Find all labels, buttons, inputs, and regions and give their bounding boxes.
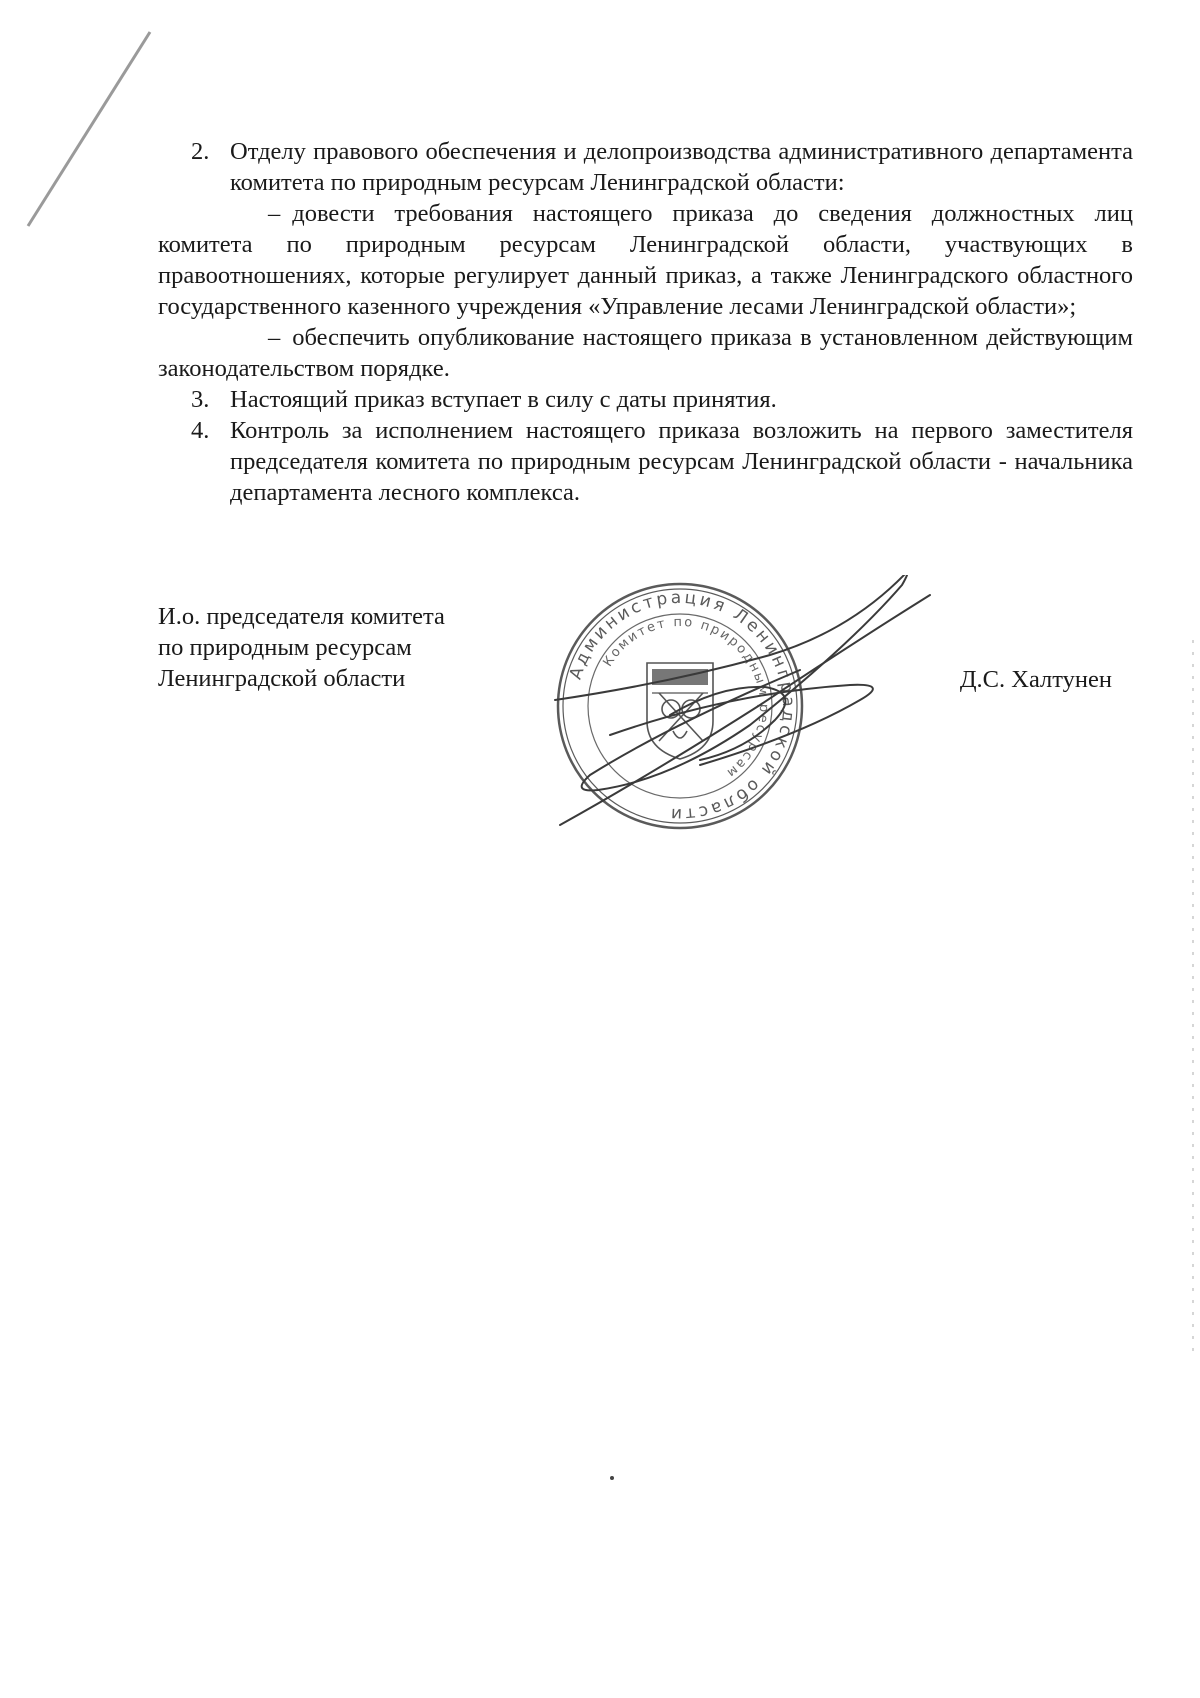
sub-item [158, 322, 1133, 384]
item-number: 2. [191, 138, 210, 165]
item-number: 4. [191, 417, 210, 444]
sub-item [158, 198, 1133, 322]
signatory-name: Д.С. Халтунен [959, 666, 1112, 693]
sub-item-text: довести требования настоящего приказа до сведения должностных лиц комитета по природным ресурсам Ленинградской области, участвующих в правоотношениях, которые регулирует данный приказ, а также Ленинградского областного государственного казенного учреждения «Управление лесами Ленинградской области»; [158, 200, 1133, 320]
list-item [158, 415, 1133, 508]
signature-block [158, 601, 1133, 841]
item-number: 3. [191, 386, 210, 413]
document-body [158, 136, 1133, 508]
svg-text:Администрация Ленинградской об: Администрация Ленинградской области [565, 587, 799, 825]
item-text: Контроль за исполнением настоящего приказа возложить на первого заместителя председателя комитета по природным ресурсам Ленинградской области - начальника департамента лесного комплекса. [230, 417, 1133, 506]
sub-item-dash: – [268, 200, 281, 227]
svg-text:Комитет по природным ресурсам: Комитет по природным ресурсам [600, 614, 772, 782]
item-text: Отделу правового обеспечения и делопроизводства административного департамента комитета по природным ресурсам Ленинградской области: [230, 138, 1133, 196]
list-item [158, 384, 1133, 415]
list-item [158, 136, 1133, 198]
item-text: Настоящий приказ вступает в силу с даты принятия. [230, 386, 777, 413]
sub-item-text: обеспечить опубликование настоящего приказа в установленном действующим законодательством порядке. [158, 324, 1133, 382]
signatory-title-line: Ленинградской области [158, 665, 406, 692]
signatory-title-line: И.о. председателя комитета [158, 603, 445, 630]
sub-item-dash: – [268, 324, 281, 351]
signatory-title-line: по природным ресурсам [158, 634, 412, 661]
